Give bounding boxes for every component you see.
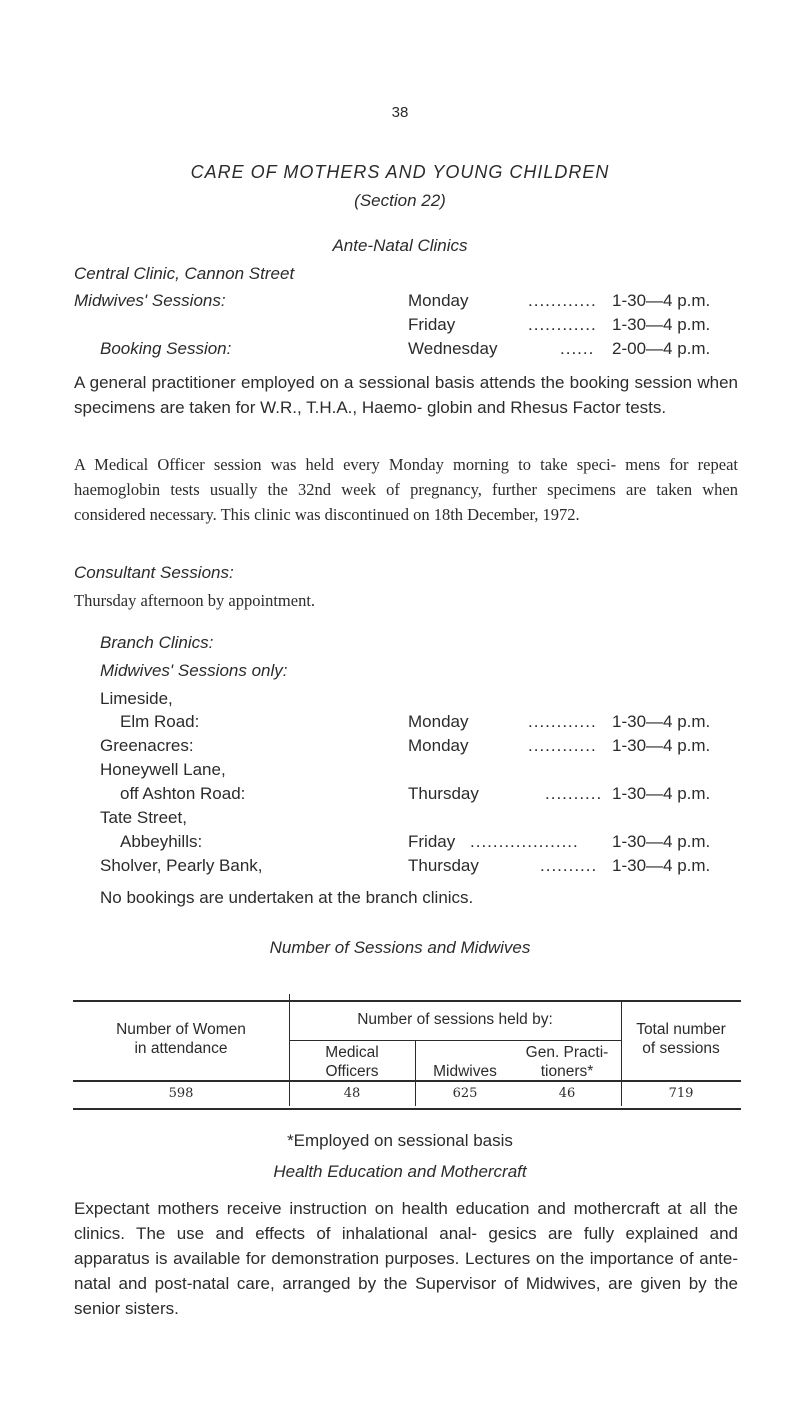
leader-dots: .......... — [545, 784, 603, 803]
leader-dots: ............ — [528, 315, 597, 334]
table-rule-bottom — [73, 1108, 741, 1110]
page-number: 38 — [391, 104, 409, 121]
schedule-time: 1-30—4 p.m. — [612, 315, 711, 334]
cell-gp: 46 — [558, 1086, 576, 1101]
branch-row — [0, 736, 800, 760]
branch-row — [0, 832, 800, 856]
leader-dots: .......... — [540, 856, 598, 875]
header-sessions-group: Number of sessions held by: — [357, 1011, 553, 1028]
cell-women: 598 — [168, 1086, 194, 1101]
central-clinic-heading: Central Clinic, Cannon Street — [74, 264, 295, 283]
leader-dots: ............ — [528, 712, 597, 731]
branch-day: Friday — [408, 832, 456, 851]
leader-dots: ...... — [560, 339, 595, 358]
consultant-heading: Consultant Sessions: — [74, 563, 234, 582]
header-gp-line: tioners* — [540, 1063, 594, 1080]
cell-midwives: 625 — [452, 1086, 478, 1101]
schedule-day: Friday — [408, 315, 456, 334]
branch-time: 1-30—4 p.m. — [612, 712, 711, 731]
header-women-line: in attendance — [134, 1040, 228, 1057]
schedule-time: 1-30—4 p.m. — [612, 291, 711, 310]
branch-day: Monday — [408, 736, 469, 755]
branch-day: Monday — [408, 712, 469, 731]
leader-dots: ................... — [470, 832, 579, 851]
leader-dots: ............ — [528, 736, 597, 755]
schedule-row — [0, 339, 800, 363]
header-women — [73, 1020, 289, 1058]
branch-time: 1-30—4 p.m. — [612, 856, 711, 875]
header-total-line: of sessions — [642, 1040, 720, 1057]
leader-dots: ............ — [528, 291, 597, 310]
health-paragraph: Expectant mothers receive instruction on health education and mothercraft at all the clinics. The use and effects of inhalational anal- gesics are fully explained and apparatus is available for demonstration purposes. Lectures on the importance of ante-natal and post-natal care, arranged by the Supervisor of Midwives, are given by the senior sisters. — [74, 1199, 738, 1318]
paragraph-medical-officer: A Medical Officer session was held every Monday morning to take speci- mens for repeat haemoglobin tests usually the 32nd week of pregnancy, further specimens are taken when considered necessary. This clinic was discontinued on 18th December, 1972. — [74, 455, 738, 524]
branch-row — [0, 784, 800, 808]
branch-time: 1-30—4 p.m. — [612, 736, 711, 755]
page-title: CARE OF MOTHERS AND YOUNG CHILDREN — [190, 162, 610, 182]
branch-time: 1-30—4 p.m. — [612, 784, 711, 803]
antenatal-heading: Ante-Natal Clinics — [332, 236, 468, 255]
branch-location: Sholver, Pearly Bank, — [100, 856, 263, 875]
section-reference: (Section 22) — [354, 191, 446, 210]
branch-location: Abbeyhills: — [120, 832, 203, 851]
branch-heading: Branch Clinics: — [100, 633, 214, 652]
branch-location: Elm Road: — [120, 712, 200, 731]
schedule-row — [0, 315, 800, 339]
sessions-table — [73, 1000, 741, 1120]
header-gp — [513, 1043, 621, 1081]
branch-location: Greenacres: — [100, 736, 194, 755]
table-heading: Number of Sessions and Midwives — [269, 938, 531, 957]
booking-session-label: Booking Session: — [100, 339, 232, 358]
branch-subheading: Midwives' Sessions only: — [100, 661, 288, 680]
schedule-day: Wednesday — [408, 339, 498, 358]
header-medical-line: Medical — [325, 1044, 379, 1061]
health-heading: Health Education and Mothercraft — [273, 1162, 527, 1181]
header-medical-line: Officers — [325, 1063, 379, 1080]
header-total-line: Total number — [636, 1021, 726, 1038]
header-women-line: Number of Women — [116, 1021, 246, 1038]
branch-time: 1-30—4 p.m. — [612, 832, 711, 851]
branch-day: Thursday — [408, 856, 479, 875]
branch-location-line: Tate Street, — [100, 808, 187, 827]
schedule-time: 2-00—4 p.m. — [612, 339, 711, 358]
no-bookings-note: No bookings are undertaken at the branch clinics. — [100, 888, 474, 907]
header-medical-officers — [289, 1043, 415, 1081]
paragraph-gp: A general practitioner employed on a sessional basis attends the booking session when specimens are taken for W.R., T.H.A., Haemo- globin and Rhesus Factor tests. — [74, 373, 738, 417]
cell-medical: 48 — [343, 1086, 361, 1101]
header-gp-line: Gen. Practi- — [525, 1044, 609, 1061]
midwives-sessions-label: Midwives' Sessions: — [74, 291, 226, 310]
schedule-row — [0, 291, 800, 315]
cell-total: 719 — [668, 1086, 694, 1101]
table-footnote: *Employed on sessional basis — [287, 1131, 513, 1150]
branch-location: off Ashton Road: — [120, 784, 246, 803]
table-rule-top — [73, 1000, 741, 1002]
branch-location-line: Honeywell Lane, — [100, 760, 226, 779]
branch-row — [0, 856, 800, 880]
branch-day: Thursday — [408, 784, 479, 803]
consultant-text: Thursday afternoon by appointment. — [74, 591, 316, 610]
header-total — [621, 1020, 741, 1058]
branch-location-line: Limeside, — [100, 689, 173, 708]
table-subheader-rule — [289, 1040, 621, 1041]
header-midwives: Midwives — [433, 1063, 497, 1080]
schedule-day: Monday — [408, 291, 469, 310]
branch-row — [0, 712, 800, 736]
